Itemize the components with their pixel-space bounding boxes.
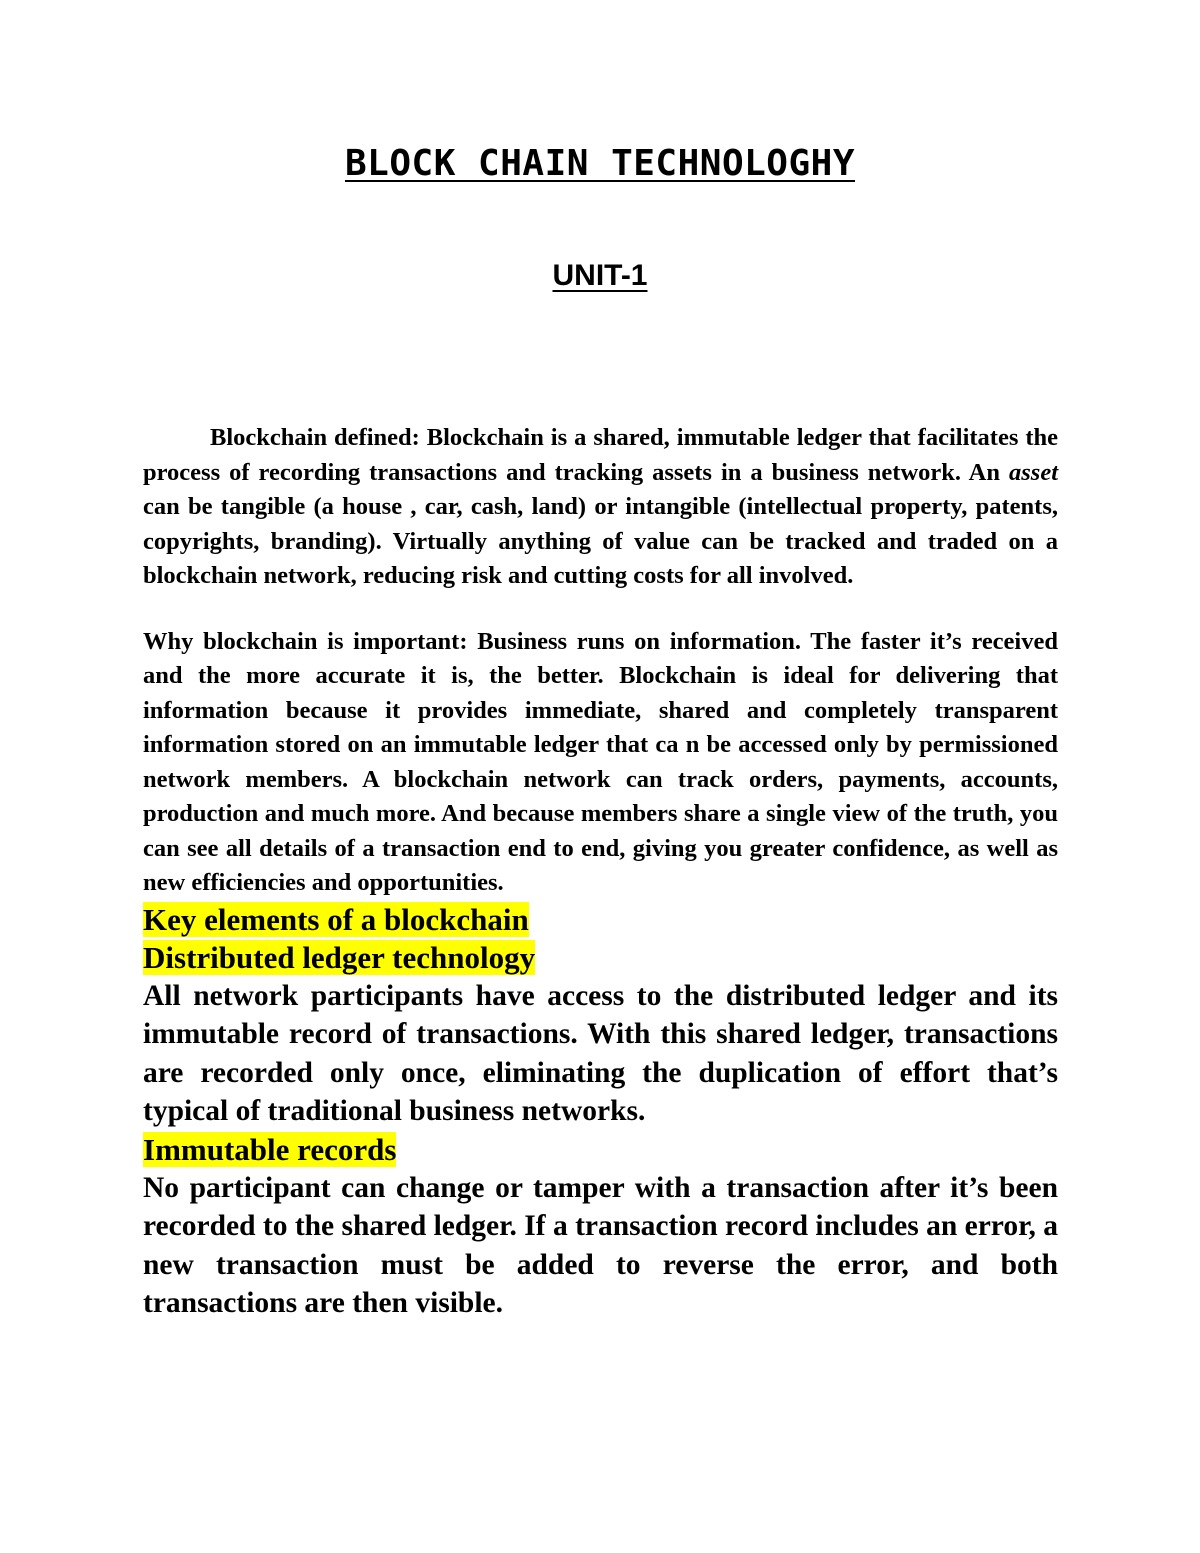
paragraph-text: can be tangible (a house , car, cash, land) or intangible (intellectual property, patents, copyrights, branding). Virtually anything of value can be tracked and traded on a blockchain network, reducing risk and cutting costs for all involved. (143, 493, 1058, 589)
paragraph-blockchain-defined (143, 421, 1058, 594)
document-body (143, 421, 1058, 1323)
italic-term: asset (1009, 458, 1058, 486)
unit-heading: UNIT-1 (552, 259, 648, 292)
subheading-distributed-ledger (143, 939, 1058, 977)
highlighted-subheading: Immutable records (143, 1131, 397, 1167)
paragraph-text: Blockchain defined: Blockchain is a shared, immutable ledger that facilitates the process of recording transactions and tracking assets in a business network. An (143, 424, 1058, 486)
highlighted-subheading: Distributed ledger technology (143, 939, 536, 975)
paragraph-distributed-ledger: All network participants have access to the distributed ledger and its immutable record of transactions. With this shared ledger, transactions are recorded only once, eliminating the duplication of effort that’s typical of traditional business networks. (143, 979, 1058, 1127)
section-heading (143, 901, 1058, 939)
document-title: BLOCK CHAIN TECHNOLOGHY (345, 143, 855, 184)
paragraph-immutable-records: No participant can change or tamper with a transaction after it’s been recorded to the shared ledger. If a transaction record includes an error, a new transaction must be added to reverse the error, and both transactions are then visible. (143, 1171, 1058, 1319)
subheading-immutable-records (143, 1131, 1058, 1169)
highlighted-heading: Key elements of a blockchain (143, 901, 529, 937)
paragraph-why-important: Why blockchain is important: Business runs on information. The faster it’s received and the more accurate it is, the better. Blockchain is ideal for delivering that information because it provides immediate, shared and completely transparent information stored on an immutable ledger that ca n be accessed only by permissioned network members. A blockchain network can track orders, payments, accounts, production and much more. And because members share a single view of the truth, you can see all details of a transaction end to end, giving you greater confidence, as well as new efficiencies and opportunities. (143, 627, 1058, 896)
